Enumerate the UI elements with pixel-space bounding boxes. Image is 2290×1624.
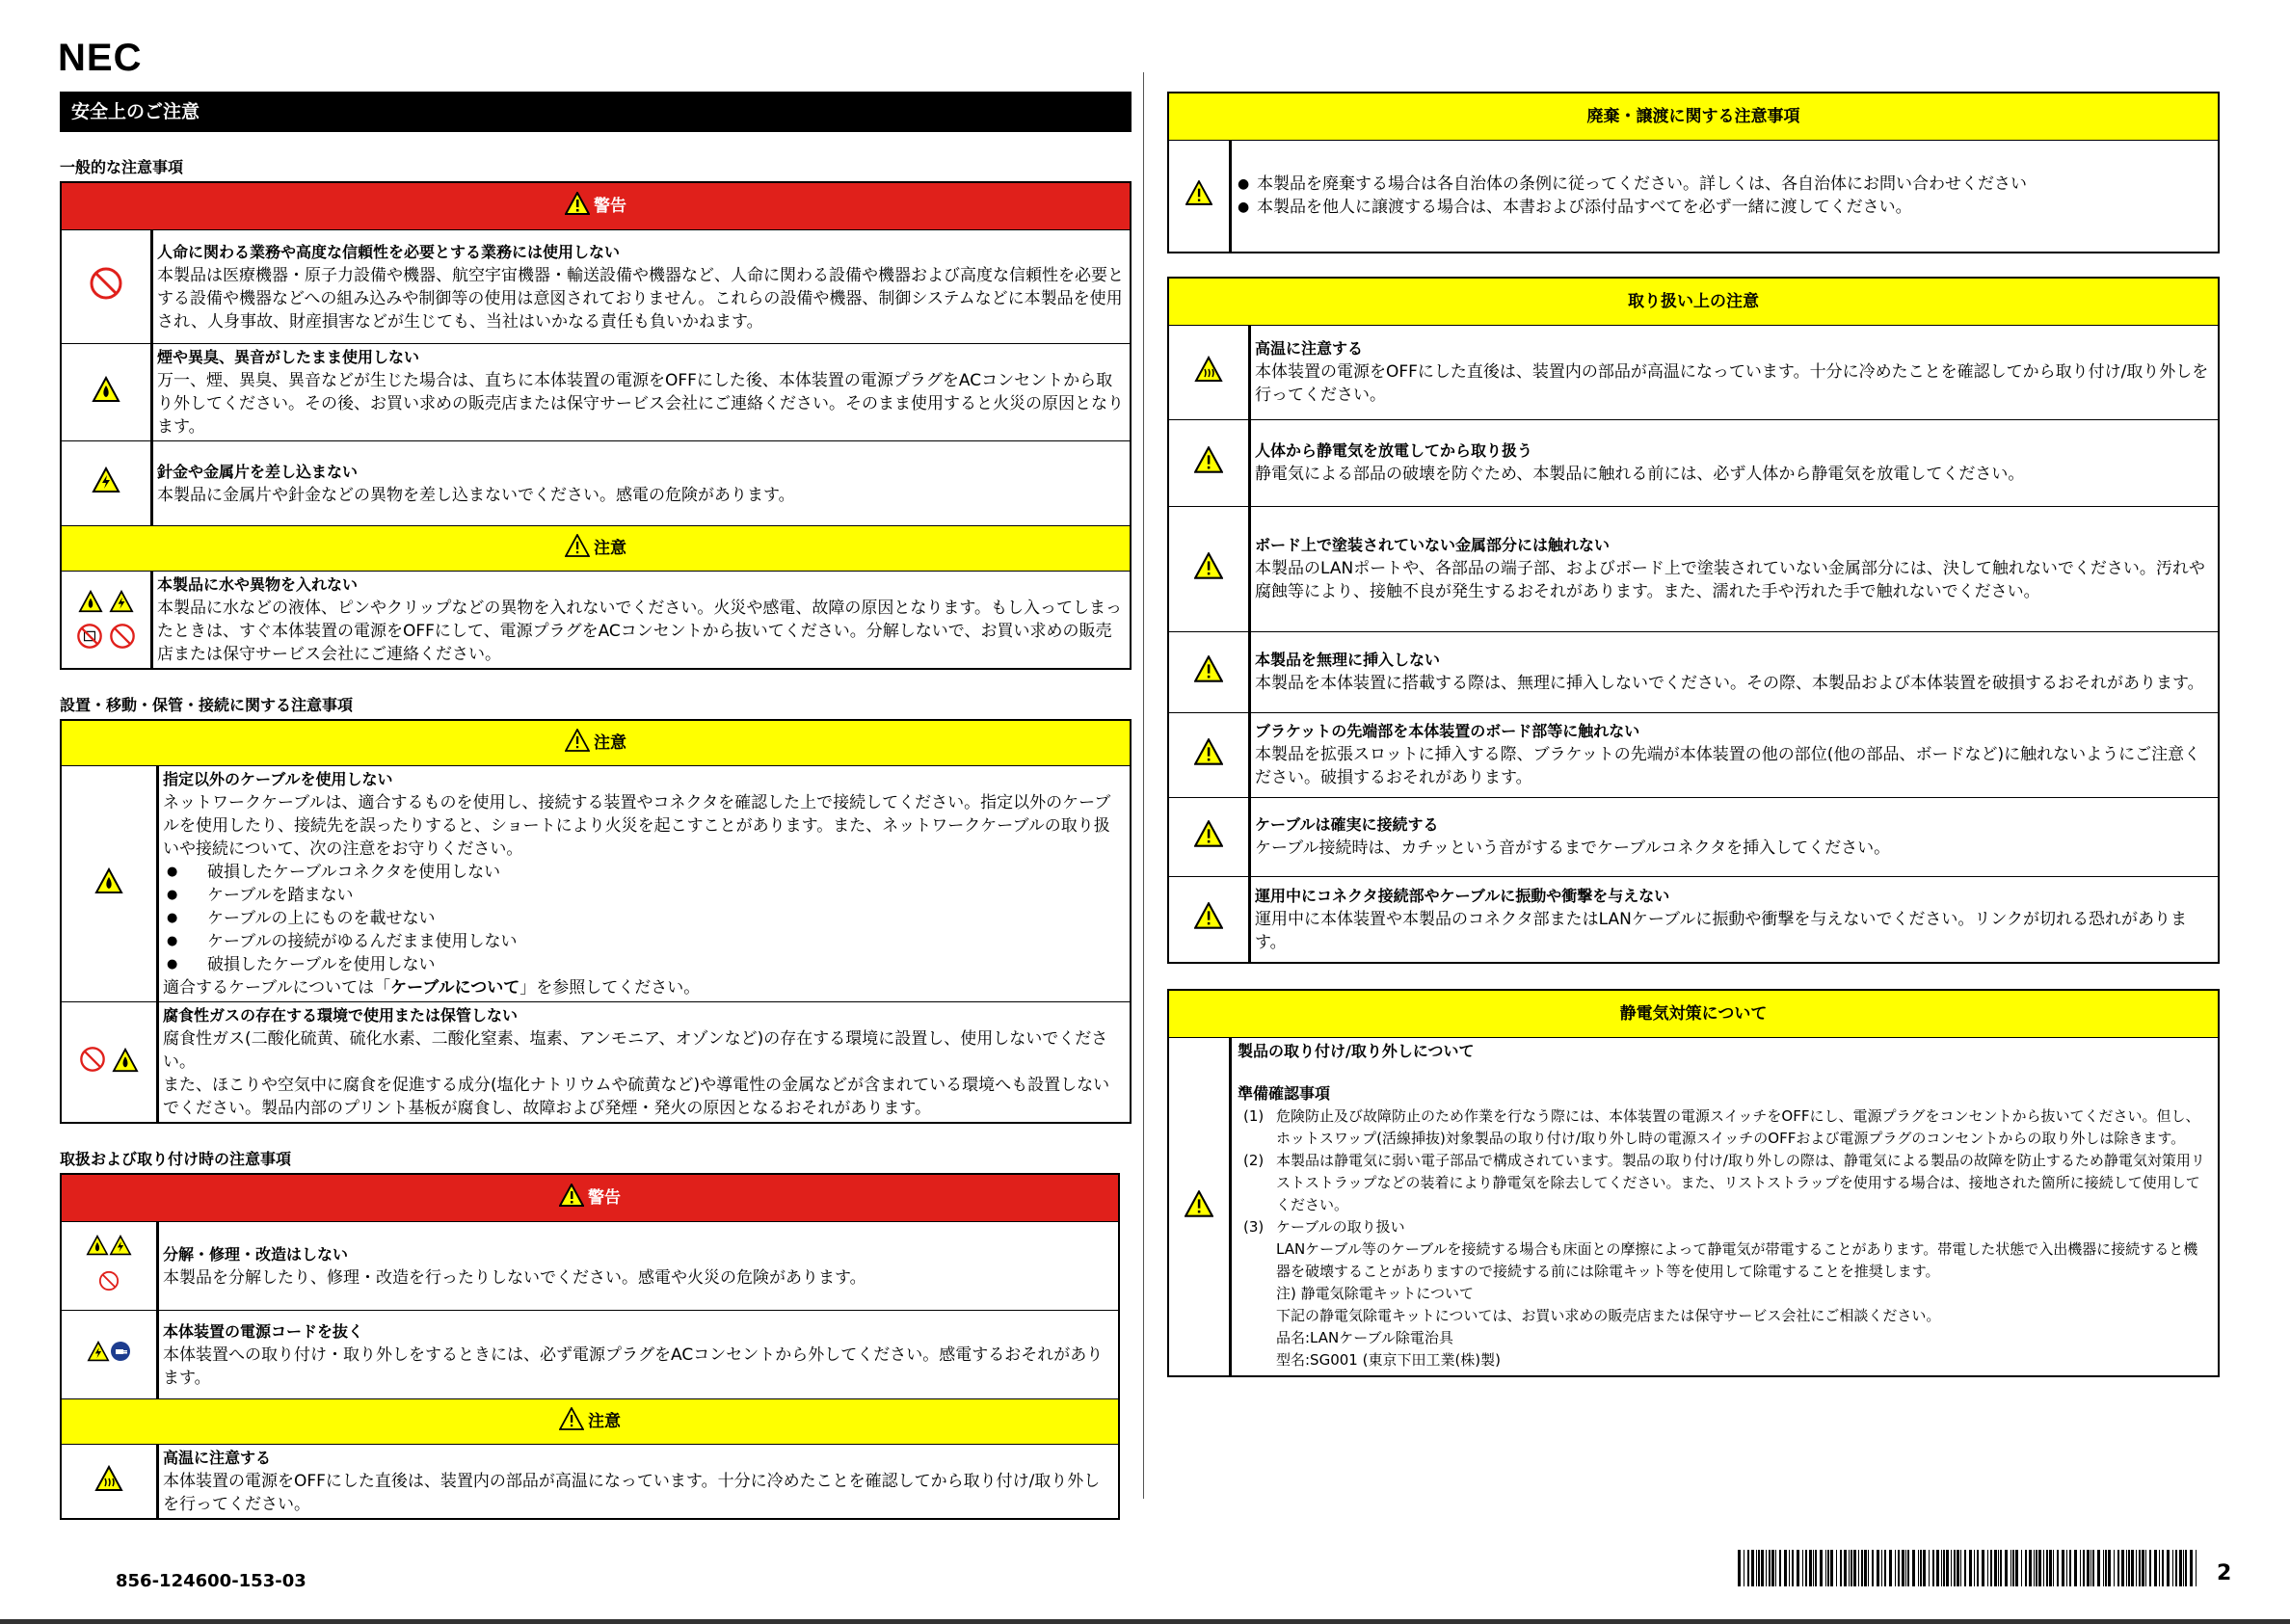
table-row (61, 1445, 1119, 1520)
row-text: 本体装置への取り付け・取り外しをするときには、必ず電源プラグをACコンセントから外してください。感電するおそれがあります。 (163, 1344, 1104, 1388)
cable-text: LANケーブル等のケーブルを接続する場合も床面との摩擦によって静電気が帯電することがあります。帯電した状態で入出機器に接続すると機器を破壊することがありますので接続する前には除電キット等を使用して除電することを推奨します。 (1276, 1240, 2198, 1280)
caution-icon (1185, 1203, 1213, 1222)
table-row (61, 766, 1131, 1002)
warning-label: 警告 (594, 196, 626, 216)
disposal-title: 廃棄・譲渡に関する注意事項 (1168, 93, 2219, 141)
row-text: 本製品を分解したり、修理・改造を行ったりしないでください。感電や火災の危険があります。 (163, 1267, 866, 1288)
caution-icon (1194, 915, 1223, 934)
warning-label: 警告 (588, 1187, 621, 1208)
document-number: 856-124600-153-03 (116, 1571, 306, 1591)
bullet-list (1236, 173, 2214, 219)
row-title: 人体から静電気を放電してから取り扱う (1255, 441, 1533, 460)
table-row (61, 344, 1131, 441)
table-row (61, 1222, 1119, 1311)
table-row (1168, 797, 2219, 876)
high-temp-icon (94, 1478, 123, 1497)
handling-table (60, 1173, 1120, 1520)
disposal-header (1168, 93, 2219, 141)
row-text: 本製品のLANポートや、各部品の端子部、およびボード上で塗装されていない金属部分には、決して触れないでください。汚れや腐蝕等により、接触不良が発生するおそれがあります。また、濡れた手や汚れた手で触れないでください。 (1255, 559, 2205, 601)
bottom-rule (0, 1619, 2290, 1624)
row-title: 高温に注意する (163, 1449, 272, 1467)
row-text: ネットワークケーブルは、適合するものを使用し、接続する装置やコネクタを確認した上で接続してください。指定以外のケーブルを使用したり、接続先を誤ったりすると、ショートにより火災を起こすことがあります。また、ネットワークケーブルの取り扱いや接続について、次の注意をお守りください。 (163, 793, 1111, 859)
row-title: 針金や金属片を差し込まない (157, 462, 359, 481)
fire-warning-icon (92, 388, 120, 408)
table-row (61, 1311, 1119, 1399)
table-row (61, 441, 1131, 526)
row-title: 本体装置の電源コードを抜く (163, 1321, 364, 1341)
table-row (1168, 631, 2219, 712)
warning-triangle-icon (565, 192, 590, 222)
row-text: 本製品に金属片や針金などの異物を差し込まないでください。感電の危険があります。 (157, 485, 795, 505)
row-title: 人命に関わる業務や高度な信頼性を必要とする業務には使用しない (157, 242, 621, 261)
fire-warning-icon (106, 1058, 138, 1078)
handling-header (1168, 278, 2219, 326)
electric-shock-icon (109, 1241, 132, 1261)
caution-label: 注意 (594, 732, 626, 753)
warning-header (61, 182, 1131, 230)
caution-icon (1194, 459, 1223, 478)
table-row (1168, 876, 2219, 963)
page-number: 2 (2217, 1561, 2232, 1585)
section-title: 安全上のご注意 (60, 92, 1132, 132)
install-table (60, 719, 1132, 1124)
table-row (61, 230, 1131, 344)
high-temp-icon (1194, 368, 1223, 387)
list-item: ● ケーブルの上にものを載せない (163, 907, 1126, 930)
product-name: 品名:LANケーブル除電治具 (1276, 1329, 1453, 1346)
electric-shock-icon (109, 599, 134, 618)
product-model: 型名:SG001 (東京下田工業(株)製) (1276, 1351, 1502, 1369)
row-title: ボード上で塗装されていない金属部分には触れない (1255, 536, 1611, 554)
fire-warning-icon (78, 599, 103, 618)
caution-header (61, 720, 1131, 766)
row-text: ケーブル接続時は、カチッという音がするまでケーブルコネクタを挿入してください。 (1255, 839, 1891, 858)
row-title: ケーブルは確実に接続する (1255, 815, 1439, 834)
fire-warning-icon (94, 880, 123, 899)
handling-heading: 取扱および取り付け時の注意事項 (60, 1150, 292, 1168)
row-text: 万一、煙、異臭、異音などが生じた場合は、直ちに本体装置の電源をOFFにした後、本体装置の電源プラグをACコンセントから取り外してください。その後、お買い求めの販売店または保守サービス会社にご連絡ください。そのまま使用すると火災の原因となります。 (157, 371, 1124, 437)
caution-icon (1194, 565, 1223, 584)
list-item: ● 破損したケーブルコネクタを使用しない (163, 861, 1126, 884)
caution-triangle-icon (565, 729, 590, 759)
table-row (1168, 325, 2219, 419)
table-row (1168, 141, 2219, 253)
row-title: 腐食性ガスの存在する環境で使用または保管しない (163, 1006, 519, 1025)
electric-shock-icon (87, 1347, 110, 1367)
warning-header (61, 1174, 1119, 1222)
fire-warning-icon (86, 1241, 109, 1261)
row-title: 本製品を無理に挿入しない (1255, 651, 1441, 669)
row-text: また、ほこりや空気中に腐食を促進する成分(塩化ナトリウムや硫黄など)や導電性の金属などが含まれている環境へも設置しないでください。製品内部のプリント基板が腐食し、故障および発煙・発火の原因となるおそれがあります。 (163, 1076, 1110, 1118)
note-text: 下記の静電気除電キットについては、お買い求めの販売店または保守サービス会社にご相談ください。 (1276, 1307, 1941, 1324)
bullet-list (163, 861, 1126, 976)
row-title: 指定以外のケーブルを使用しない (163, 770, 393, 788)
list-item: ● ケーブルの接続がゆるんだまま使用しない (163, 930, 1126, 953)
row-title: 運用中にコネクタ接続部やケーブルに振動や衝撃を与えない (1255, 886, 1670, 905)
row-text: 運用中に本体装置や本製品のコネクタ部またはLANケーブルに振動や衝撃を与えないでください。リンクが切れる恐れがあります。 (1255, 909, 2187, 952)
electric-shock-icon (92, 479, 120, 498)
row-title: 高温に注意する (1255, 339, 1364, 358)
row-text: 静電気による部品の破壊を防ぐため、本製品に触れる前には、必ず人体から静電気を放電してください。 (1255, 465, 2025, 484)
row-text: 本製品は医療機器・原子力設備や機器、航空宇宙機器・輸送設備や機器など、人命に関わる設備や機器および高度な信頼性を必要とする設備や機器などへの組み込みや制御等の使用は意図されておりません。これらの設備や機器、制御システムなどに本製品を使用され、人身事故、財産損害などが生じても、当社はいかなる責任も負いかねます。 (157, 265, 1124, 332)
cable-link[interactable]: ケーブルについて (390, 978, 520, 998)
list-item: ● ケーブルを踏まない (163, 884, 1126, 907)
caution-icon (1194, 751, 1223, 770)
table-row (1168, 712, 2219, 797)
row-title: 分解・修理・改造はしない (163, 1244, 349, 1264)
general-heading: 一般的な注意事項 (60, 158, 184, 176)
row-title: ブラケットの先端部を本体装置のボード部等に触れない (1255, 722, 1640, 740)
row-title: 本製品に水や異物を入れない (157, 575, 359, 594)
caution-triangle-icon (565, 534, 590, 564)
general-table (60, 181, 1132, 670)
caution-icon (1194, 833, 1223, 852)
caution-icon (1194, 668, 1223, 687)
list-item: (3) ケーブルの取り扱い (1243, 1218, 1405, 1236)
list-item: (1) 危険防止及び故障防止のため作業を行なう際には、本体装置の電源スイッチをOFFにし、電源プラグをコンセントから抜いてください。但し、ホットスワップ(活線挿抜)対象製品の取り付け/取り外し時の電源スイッチのOFFおよび電源プラグのコンセントからの取り外しは除きます。 (1243, 1107, 2200, 1147)
caution-label: 注意 (594, 538, 626, 558)
prohibited-icon (109, 635, 136, 654)
note-title: 注) 静電気除電キットについて (1276, 1285, 1475, 1302)
row-text: 本製品を本体装置に搭載する際は、無理に挿入しないでください。その際、本製品および本体装置を破損するおそれがあります。 (1255, 674, 2204, 693)
prohibited-icon (89, 286, 123, 306)
row-text: 腐食性ガス(二酸化硫黄、硫化水素、二酸化窒素、塩素、アンモニア、オゾンなど)の存在する環境に設置し、使用しないでください。 (163, 1029, 1108, 1072)
handling-title: 取り扱い上の注意 (1168, 278, 2219, 326)
esd-header (1168, 990, 2219, 1038)
prohibited-icon (79, 1058, 106, 1078)
icon-group (62, 590, 150, 650)
row-text: 本製品に水などの液体、ピンやクリップなどの異物を入れないでください。火災や感電、故障の原因となります。もし入ってしまったときは、すぐ本体装置の電源をOFFにして、電源プラグをACコンセントから抜いてください。分解しないで、お買い求めの販売店または保守サービス会社にご連絡ください。 (157, 599, 1122, 664)
caution-header (61, 526, 1131, 572)
no-disassembly-icon (98, 1277, 120, 1296)
no-water-icon (76, 635, 103, 654)
barcode (1738, 1550, 2198, 1586)
caution-header (61, 1399, 1119, 1445)
prep-title: 準備確認事項 (1238, 1084, 1331, 1103)
table-row (1168, 419, 2219, 506)
row-text: 本製品を拡張スロットに挿入する際、ブラケットの先端が本体装置の他の部位(他の部品、ボードなど)に触れないようにご注意ください。破損するおそれがあります。 (1255, 745, 2201, 787)
warning-triangle-icon (559, 1184, 584, 1213)
right-column (1167, 92, 2220, 1377)
left-column (60, 92, 1132, 1520)
row-text: 本体装置の電源をOFFにした直後は、装置内の部品が高温になっています。十分に冷めたことを確認してから取り付け/取り外しを行ってください。 (1255, 362, 2209, 405)
column-divider (1143, 72, 1144, 1499)
handling-caution-table (1167, 277, 2220, 965)
nec-logo: NEC (58, 37, 143, 79)
list-item: ● 本製品を廃棄する場合は各自治体の条例に従ってください。詳しくは、各自治体にお問い合わせください (1236, 173, 2214, 196)
esd-title: 静電気対策について (1168, 990, 2219, 1038)
table-row (61, 1002, 1131, 1124)
cable-reference: 適合するケーブルについては「ケーブルについて」を参照してください。 (163, 978, 701, 998)
esd-table (1167, 989, 2220, 1377)
esd-subtitle: 製品の取り付け/取り外しについて (1238, 1042, 1475, 1060)
table-row (1168, 506, 2219, 631)
table-row (1168, 1038, 2219, 1377)
list-item: (2) 本製品は静電気に弱い電子部品で構成されています。製品の取り付け/取り外しの際は、静電気による製品の故障を防止するため静電気対策用リストストラップなどの装着により静電気を除去してください。また、リストストラップを使用する場合は、接地された箇所に接続して使用してください。 (1243, 1152, 2205, 1213)
list-item: ● 破損したケーブルを使用しない (163, 953, 1126, 976)
caution-label: 注意 (588, 1411, 621, 1431)
unplug-icon (110, 1347, 131, 1367)
install-heading: 設置・移動・保管・接続に関する注意事項 (60, 696, 354, 714)
row-text: 本体装置の電源をOFFにした直後は、装置内の部品が高温になっています。十分に冷めたことを確認してから取り付け/取り外しを行ってください。 (163, 1472, 1101, 1514)
disposal-table (1167, 92, 2220, 253)
row-title: 煙や異臭、異音がしたまま使用しない (157, 348, 420, 366)
table-row (61, 572, 1131, 670)
list-item: ● 本製品を他人に譲渡する場合は、本書および添付品すべてを必ず一緒に渡してください。 (1236, 196, 2214, 219)
caution-triangle-icon (559, 1407, 584, 1437)
caution-icon (1185, 191, 1212, 210)
